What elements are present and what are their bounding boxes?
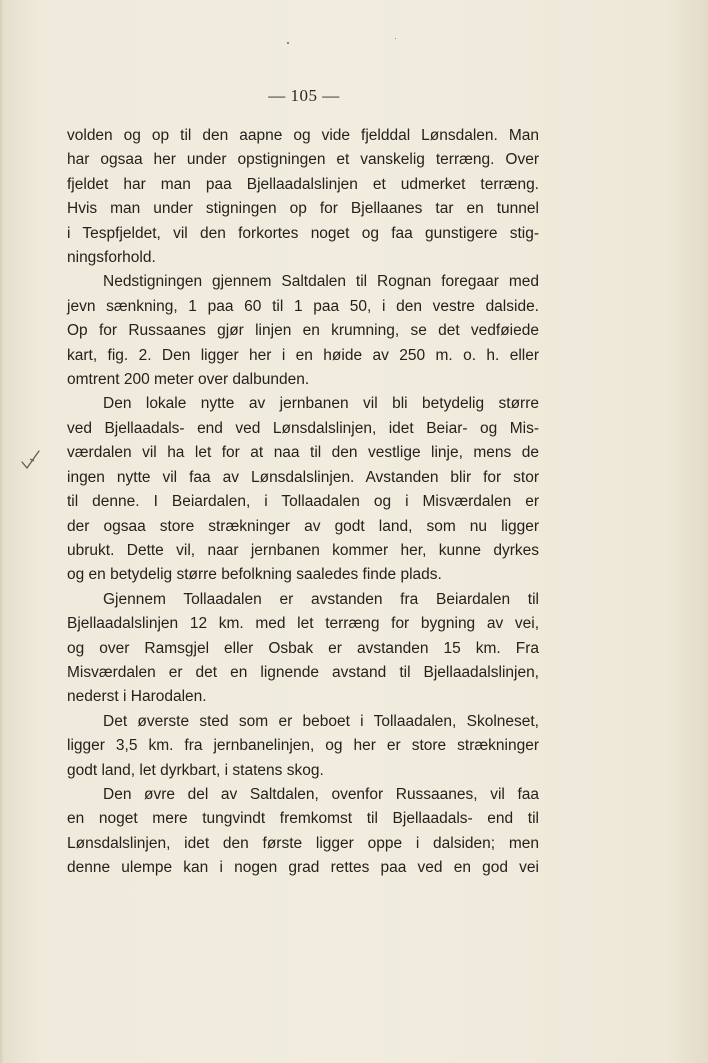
text-line: ligger 3,5 km. fra jernbanelinjen, og her er store strækninger bbox=[67, 737, 539, 755]
text-line: Lønsdalslinjen, idet den første ligger oppe i dalsiden; men bbox=[67, 834, 539, 852]
text-line: godt land, let dyrkbart, i statens skog. bbox=[67, 761, 324, 779]
text-line: fjeldet har man paa Bjellaadalslinjen et udmerket terræng. bbox=[67, 175, 539, 193]
text-line: omtrent 200 meter over dalbunden. bbox=[67, 371, 310, 389]
text-line: ubrukt. Dette vil, naar jernbanen kommer her, kunne dyrkes bbox=[67, 541, 539, 559]
text-line: Misværdalen er det en lignende avstand til Bjellaadalslinjen, bbox=[67, 663, 539, 681]
body-text bbox=[67, 124, 539, 881]
text-line: har ogsaa her under opstigningen et vanskelig terræng. Over bbox=[67, 151, 539, 169]
text-line: der ogsaa store strækninger av godt land, som nu ligger bbox=[67, 517, 539, 535]
page-edge-shadow bbox=[0, 0, 4, 1063]
text-line: Den øvre del av Saltdalen, ovenfor Russaanes, vil faa bbox=[103, 785, 539, 803]
text-line: ingen nytte vil faa av Lønsdalslinjen. Avstanden blir for stor bbox=[67, 468, 539, 486]
text-line: og over Ramsgjel eller Osbak er avstanden 15 km. Fra bbox=[67, 639, 539, 657]
text-line: værdalen vil ha let for at naa til den vestlige linje, mens de bbox=[67, 444, 539, 462]
text-line: Hvis man under stigningen op for Bjellaanes tar en tunnel bbox=[67, 200, 539, 218]
text-line: Nedstigningen gjennem Saltdalen til Rognan foregaar med bbox=[103, 273, 539, 291]
text-line: og en betydelig større befolkning saaledes finde plads. bbox=[67, 566, 442, 584]
text-line: kart, fig. 2. Den ligger her i en høide av 250 m. o. h. eller bbox=[67, 346, 539, 364]
margin-pencil-mark-icon bbox=[20, 448, 42, 472]
text-line: Op for Russaanes gjør linjen en krumning, se det vedføiede bbox=[67, 322, 539, 340]
text-line: Bjellaadalslinjen 12 km. med let terræng for bygning av vei, bbox=[67, 615, 539, 633]
text-line: volden og op til den aapne og vide fjelddal Lønsdalen. Man bbox=[67, 127, 539, 144]
paper-speck bbox=[287, 42, 289, 44]
page-number: — 105 — bbox=[268, 86, 340, 105]
text-line: jevn sænkning, 1 paa 60 til 1 paa 50, i den vestre dalside. bbox=[67, 297, 539, 315]
text-line: en noget mere tungvindt fremkomst til Bjellaadals- end til bbox=[67, 810, 539, 828]
text-line: ningsforhold. bbox=[67, 249, 156, 267]
text-line: i Tespfjeldet, vil den forkortes noget og faa gunstigere stig- bbox=[67, 224, 539, 242]
paper-speck bbox=[395, 38, 396, 39]
text-line: Det øverste sted som er beboet i Tollaadalen, Skolneset, bbox=[103, 712, 539, 730]
text-line: Den lokale nytte av jernbanen vil bli betydelig større bbox=[103, 395, 539, 413]
text-line: nederst i Harodalen. bbox=[67, 688, 207, 706]
text-line: Gjennem Tollaadalen er avstanden fra Beiardalen til bbox=[103, 590, 539, 608]
text-line: denne ulempe kan i nogen grad rettes paa ved en god vei bbox=[67, 859, 539, 877]
text-line: ved Bjellaadals- end ved Lønsdalslinjen, idet Beiar- og Mis- bbox=[67, 419, 539, 437]
text-line: til denne. I Beiardalen, i Tollaadalen og i Misværdalen er bbox=[67, 493, 539, 511]
